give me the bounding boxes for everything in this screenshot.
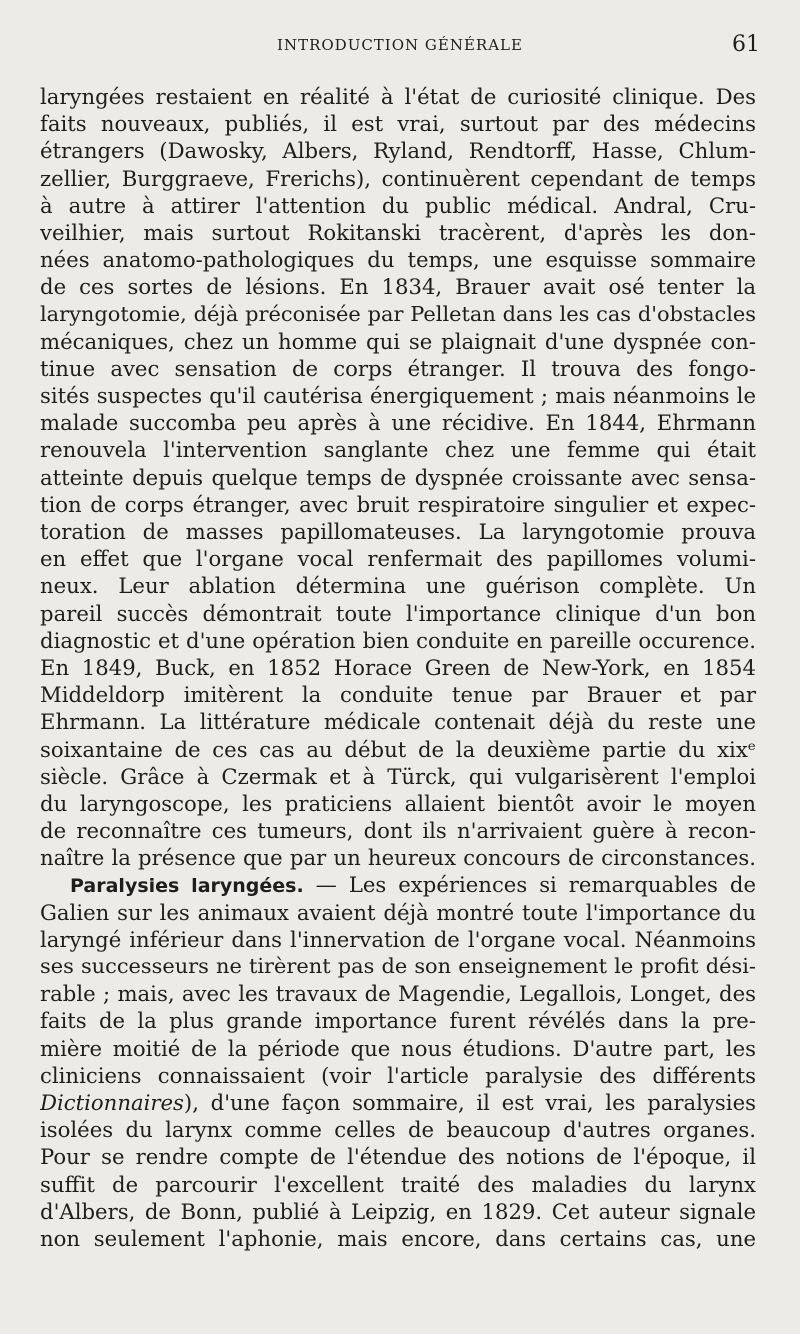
italic-title: Dictionnaires	[40, 1089, 184, 1115]
italic-text-line	[40, 1089, 756, 1116]
header-title: INTRODUCTION GÉNÉRALE	[277, 36, 523, 54]
section-first-line-text: — Les expériences si remarquables de	[303, 872, 756, 898]
text-line: En 1849, Buck, en 1852 Horace Green de New-York, en 1854	[40, 654, 756, 680]
text-line: mière moitié de la période que nous étudions. D'autre part, les	[40, 1035, 756, 1061]
text-line: Middeldorp imitèrent la conduite tenue par Brauer et par	[40, 682, 756, 708]
text-line: faits nouveaux, publiés, il est vrai, surtout par des médecins	[40, 111, 756, 137]
text-line: de ces sortes de lésions. En 1834, Brauer avait osé tenter la	[40, 274, 756, 300]
text-line: diagnostic et d'une opération bien conduite en pareille occurence.	[40, 627, 756, 653]
text-line: ses successeurs ne tirèrent pas de son enseignement le profit dési-	[40, 954, 756, 978]
section-heading: Paralysies laryngées.	[70, 875, 304, 898]
text-line: malade succomba peu après à une récidive. En 1844, Ehrmann	[40, 410, 756, 436]
text-line: pareil succès démontrait toute l'importance clinique d'un bon	[40, 600, 756, 626]
text-line: renouvela l'intervention sanglante chez une femme qui était	[40, 437, 756, 463]
text-line: cliniciens connaissaient (voir l'article paralysie des différents	[40, 1062, 756, 1088]
text-line: soixantaine de ces cas au début de la deuxième partie du xixᵉ	[40, 736, 756, 762]
text-line: zellier, Burggraeve, Frerichs), continuèrent cependant de temps	[40, 165, 756, 191]
section-first-line	[40, 871, 756, 898]
text-line: tion de corps étranger, avec bruit respiratoire singulier et expec-	[40, 491, 756, 517]
text-line: laryngé inférieur dans l'innervation de l'organe vocal. Néanmoins	[40, 926, 756, 952]
text-line: naître la présence que par un heureux concours de circonstances.	[40, 845, 756, 871]
running-head	[40, 34, 760, 64]
text-line: siècle. Grâce à Czermak et à Türck, qui vulgarisèrent l'emploi	[40, 763, 756, 789]
text-line: à autre à attirer l'attention du public médical. Andral, Cru-	[40, 192, 756, 218]
text-line: laryngées restaient en réalité à l'état de curiosité clinique. Des	[40, 84, 756, 109]
text-line: Ehrmann. La littérature médicale contenait déjà du reste une	[40, 709, 756, 735]
text-line: neux. Leur ablation détermina une guérison complète. Un	[40, 573, 756, 599]
text-line: d'Albers, de Bonn, publié à Leipzig, en 1829. Cet auteur signale	[40, 1198, 756, 1224]
text-line: laryngotomie, déjà préconisée par Pelletan dans les cas d'obstacles	[40, 301, 756, 326]
text-line: en effet que l'organe vocal renfermait des papillomes volumi-	[40, 546, 756, 572]
text-line: faits de la plus grande importance furent révélés dans la pre-	[40, 1008, 756, 1034]
text-line: étrangers (Dawosky, Albers, Ryland, Rendtorff, Hasse, Chlum-	[40, 138, 756, 164]
text-line: du laryngoscope, les praticiens allaient bientôt avoir le moyen	[40, 790, 756, 816]
text-line: non seulement l'aphonie, mais encore, dans certains cas, une	[40, 1225, 756, 1251]
text-line: sités suspectes qu'il cautérisa énergiquement ; mais néanmoins le	[40, 383, 756, 409]
text-line: suffit de parcourir l'excellent traité des maladies du larynx	[40, 1171, 756, 1197]
text-line: Pour se rendre compte de l'étendue des notions de l'époque, il	[40, 1144, 756, 1170]
text-line: de reconnaître ces tumeurs, dont ils n'arrivaient guère à recon-	[40, 818, 756, 844]
text-line: tinue avec sensation de corps étranger. Il trouva des fongo-	[40, 355, 756, 381]
text-line: atteinte depuis quelque temps de dyspnée croissante avec sensa-	[40, 464, 756, 490]
text-line: nées anatomo-pathologiques du temps, une esquisse sommaire	[40, 247, 756, 273]
text-line: mécaniques, chez un homme qui se plaignait d'une dyspnée con-	[40, 328, 756, 354]
text-line: Galien sur les animaux avaient déjà montré toute l'importance du	[40, 899, 756, 925]
text-line: veilhier, mais surtout Rokitanski tracèrent, d'après les don-	[40, 219, 756, 245]
body-text	[40, 83, 756, 1252]
text-line: rable ; mais, avec les travaux de Magendie, Legallois, Longet, des	[40, 981, 756, 1007]
page-number: 61	[732, 32, 760, 57]
text-line: toration de masses papillomateuses. La laryngotomie prouva	[40, 519, 756, 544]
text-line: isolées du larynx comme celles de beaucoup d'autres organes.	[40, 1117, 756, 1143]
italic-line-text: ), d'une façon sommaire, il est vrai, les paralysies	[183, 1089, 756, 1115]
